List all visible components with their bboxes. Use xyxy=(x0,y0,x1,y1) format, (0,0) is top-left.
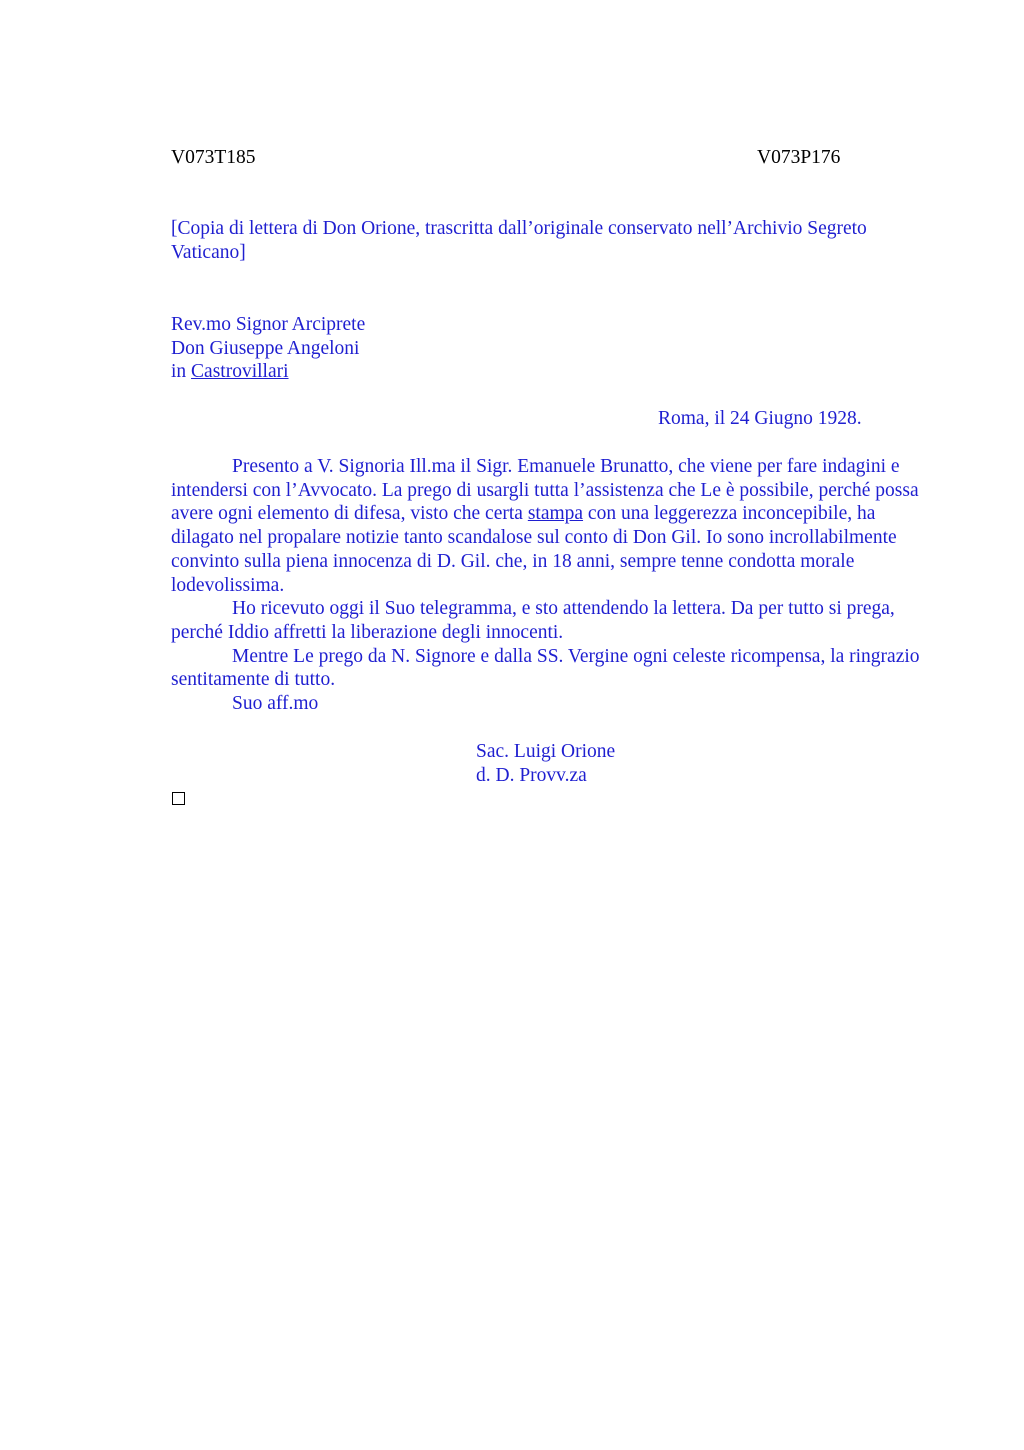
end-marker-box xyxy=(172,792,185,805)
paragraph-1 xyxy=(171,455,931,597)
signature-block xyxy=(476,740,615,787)
paragraph-1-text-a: Presento a V. Signoria Ill.ma il Sigr. Emanuele Brunatto, che viene per fare indagini e intendersi con l’Avvocato. La prego di usargli tutta l’assistenza che Le è possibile, perché possa avere ogni elemento di difesa, visto che certa xyxy=(171,456,919,525)
closing-line: Suo aff.mo xyxy=(232,693,319,715)
address-place: Castrovillari xyxy=(191,361,289,383)
signature-line-1: Sac. Luigi Orione xyxy=(476,741,616,762)
address-line-3-prefix: in xyxy=(171,361,192,383)
address-line-2: Don Giuseppe Angeloni xyxy=(171,337,360,359)
underlined-word: stampa xyxy=(527,503,584,525)
letter-body xyxy=(171,455,931,716)
document-code-left: V073T185 xyxy=(171,147,256,168)
date-line: Roma, il 24 Giugno 1928. xyxy=(658,408,862,429)
signature-line-2: d. D. Provv.za xyxy=(476,764,587,786)
address-line-3 xyxy=(171,360,365,384)
paragraph-1-text-b: con una leggerezza inconcepibile, ha dilagato nel propalare notizie tanto scandalose sul conto di Don Gil. Io sono incrollabilmente convinto sulla piena innocenza di D. Gil. che, in 18 anni, sempre tenne condotta morale lodevolissima. xyxy=(171,503,897,596)
document-code-right: V073P176 xyxy=(757,147,841,168)
paragraph-2: Ho ricevuto oggi il Suo telegramma, e sto attendendo la lettera. Da per tutto si prega, perché Iddio affretti la liberazione degli innocenti. xyxy=(171,598,895,643)
paragraph-3: Mentre Le prego da N. Signore e dalla SS. Vergine ogni celeste ricompensa, la ringrazio sentitamente di tutto. xyxy=(171,645,920,691)
address-line-1: Rev.mo Signor Arciprete xyxy=(171,314,366,335)
header-note: [Copia di lettera di Don Orione, trascritta dall’originale conservato nell’Archivio Segreto Vaticano] xyxy=(171,218,867,263)
address-block xyxy=(171,313,365,384)
